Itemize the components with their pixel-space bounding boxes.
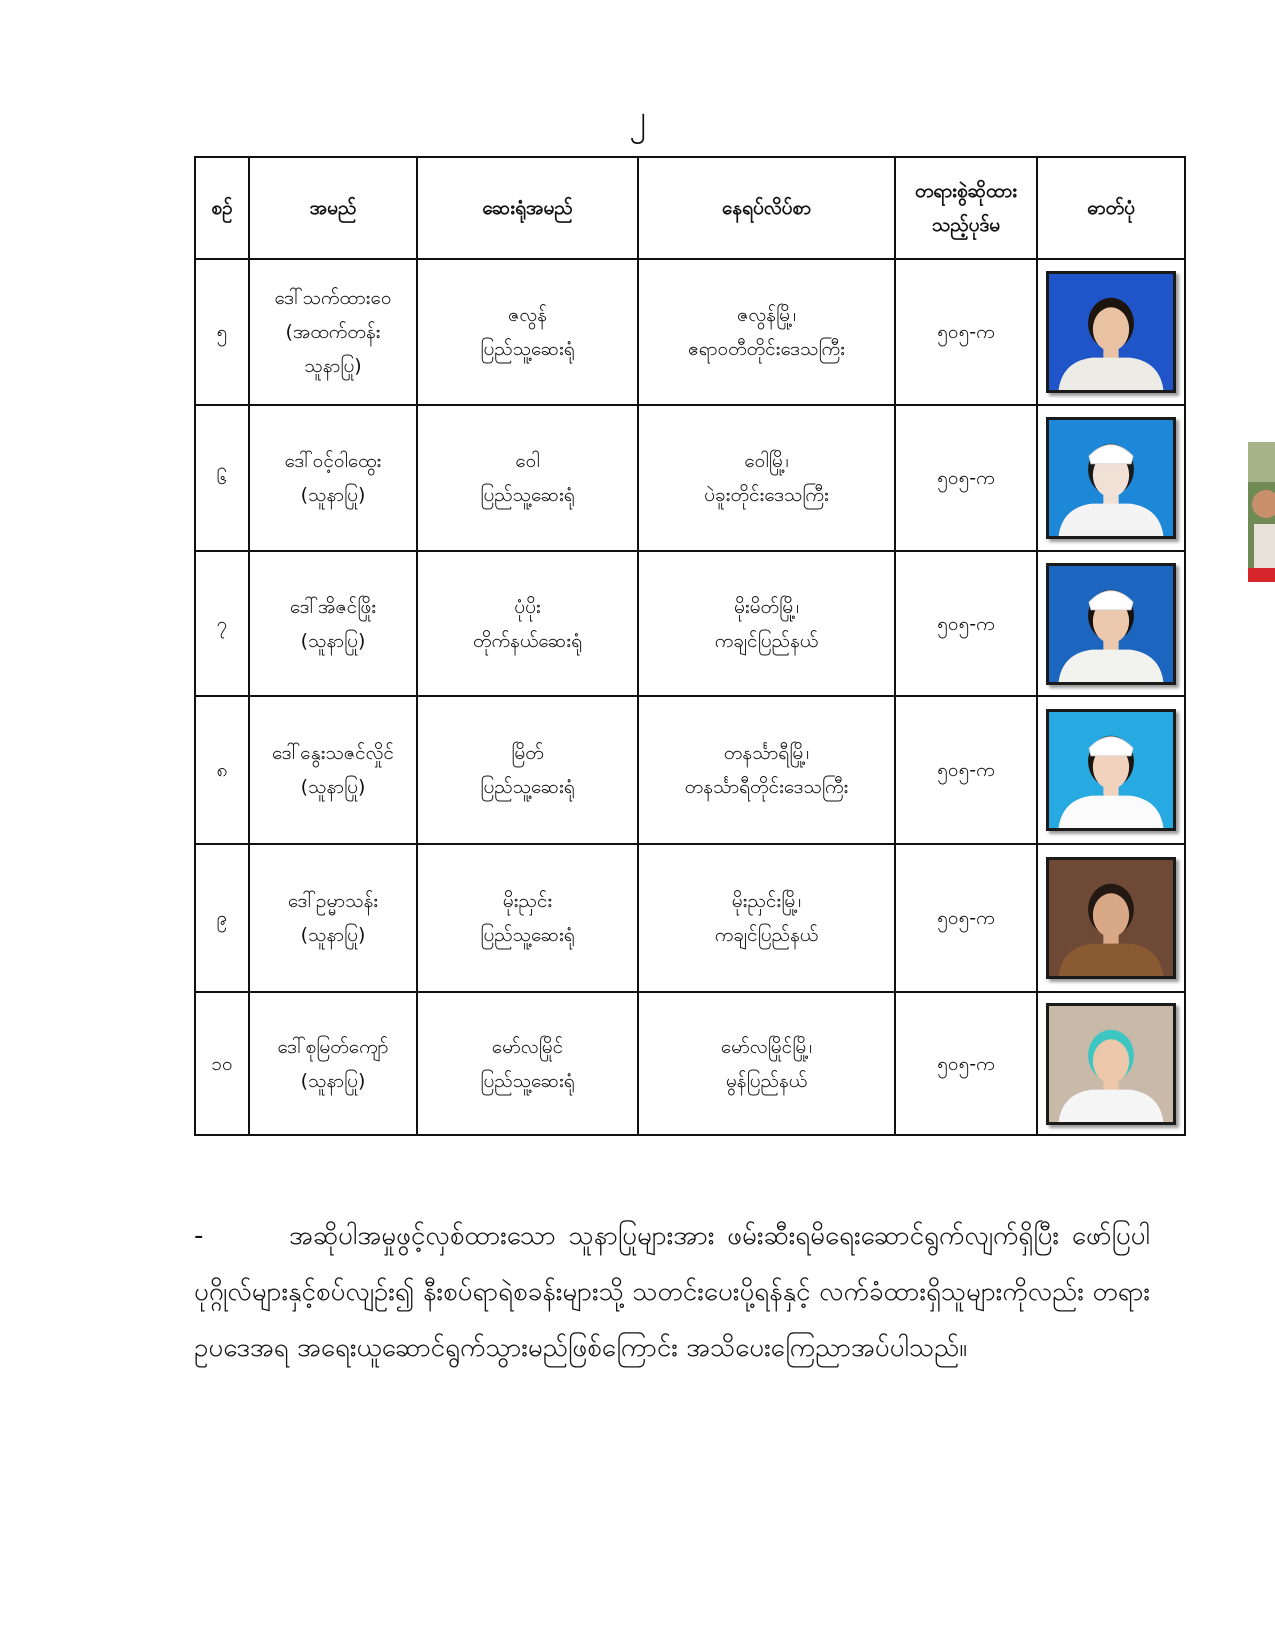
hospital-name (417, 551, 638, 696)
home-address (638, 844, 895, 992)
charged-section: ၅၀၅-က (895, 405, 1037, 551)
portrait-photo-image (1049, 420, 1173, 536)
person-name-line: ဒေါ်နွေးသဇင်လှိုင် (272, 742, 394, 764)
photo-cell (1037, 551, 1185, 696)
paragraph-text: အဆိုပါအမှုဖွင့်လှစ်ထားသော သူနာပြုများအား ဖမ်းဆီးရမိရေးဆောင်ရွက်လျက်ရှိပြီး ဖော်ပြပါပုဂ္ဂိုလ်များနှင့်စပ်လျဉ်း၍ နီးစပ်ရာရဲစခန်းများသို့ သတင်းပေးပို့ရန်နှင့် လက်ခံထားရှိသူများကိုလည်း တရားဥပဒေအရ အရေးယူဆောင်ရွက်သွားမည်ဖြစ်ကြောင်း အသိပေးကြေညာအပ်ပါသည်။ (194, 1221, 1150, 1363)
hospital-name-line: ပြည်သူ့ဆေးရုံ (480, 924, 575, 946)
photo-cell (1037, 992, 1185, 1135)
portrait-photo (1046, 1003, 1176, 1125)
header-address: နေရပ်လိပ်စာ (638, 157, 895, 259)
home-address-line: မော်လမြိုင်မြို့၊ (720, 1035, 813, 1058)
home-address-line: ကချင်ပြည်နယ် (714, 629, 819, 652)
row-number: ၁၀ (195, 992, 249, 1135)
home-address-line: မိုးမိတ်မြို့၊ (733, 595, 799, 618)
home-address-line: ဝေါမြို့၊ (744, 450, 789, 472)
person-name-line: (သူနာပြု) (300, 776, 366, 798)
photo-cell (1037, 405, 1185, 551)
page-number: ၂ (629, 98, 646, 138)
table-row (195, 551, 1185, 696)
home-address (638, 551, 895, 696)
home-address-line: တနင်္သာရီတိုင်းဒေသကြီး (684, 776, 849, 798)
edge-photo-fragment (1248, 442, 1275, 582)
table-row (195, 259, 1185, 405)
hospital-name-line: ပြည်သူ့ဆေးရုံ (480, 484, 575, 506)
person-name-line: (သူနာပြု) (300, 484, 366, 506)
person-name (249, 259, 417, 405)
hospital-name (417, 992, 638, 1135)
hospital-name-line: ပုံပိုး (514, 595, 541, 618)
hospital-name-line: မော်လမြိုင် (491, 1035, 564, 1058)
home-address-line: ဇလွန်မြို့၊ (737, 304, 796, 326)
person-name-line: ဒေါ်ဥမ္မာသန်း (287, 890, 379, 912)
home-address-line: မိုးညှင်းမြို့၊ (731, 890, 802, 912)
row-number: ၆ (195, 405, 249, 551)
hospital-name-line: ပြည်သူ့ဆေးရုံ (480, 338, 575, 360)
paragraph-dash: - (194, 1221, 204, 1251)
hospital-name-line: ဝေါ (515, 450, 540, 472)
charged-section: ၅၀၅-က (895, 992, 1037, 1135)
row-number: ၅ (195, 259, 249, 405)
portrait-photo-image (1049, 712, 1173, 828)
home-address-line: တနင်္သာရီမြို့၊ (723, 742, 810, 764)
hospital-name-line: ပြည်သူ့ဆေးရုံ (480, 776, 575, 798)
person-name-line: ဒေါ်သက်ထားဝေ (274, 287, 392, 309)
row-number: ၉ (195, 844, 249, 992)
row-number: ၇ (195, 551, 249, 696)
home-address-line: ကချင်ပြည်နယ် (714, 924, 819, 946)
hospital-name (417, 405, 638, 551)
hospital-name-line: မြိတ် (511, 742, 544, 764)
home-address-line: ဧရာဝတီတိုင်းဒေသကြီး (688, 338, 845, 360)
portrait-photo-image (1049, 566, 1173, 682)
home-address (638, 696, 895, 844)
portrait-photo-image (1049, 1006, 1173, 1122)
hospital-name-line: ပြည်သူ့ဆေးရုံ (480, 1069, 575, 1092)
home-address-line: ပဲခူးတိုင်းဒေသကြီး (704, 484, 829, 506)
person-name (249, 405, 417, 551)
person-name-line: (အထက်တန်း (285, 321, 381, 343)
portrait-photo (1046, 417, 1176, 539)
person-name-line: (သူနာပြု) (300, 629, 366, 652)
person-name-line: ဒေါ်စုမြတ်ကျော် (277, 1035, 389, 1058)
person-name-line: ဒေါ်ဝင့်ဝါထွေး (284, 450, 382, 472)
hospital-name (417, 844, 638, 992)
photo-cell (1037, 259, 1185, 405)
person-name-line: ဒေါ်အိဇင်ဖြိုး (289, 595, 377, 618)
header-hospital: ဆေးရုံအမည် (417, 157, 638, 259)
table-row (195, 696, 1185, 844)
home-address-line: မွန်ပြည်နယ် (725, 1069, 808, 1092)
person-name (249, 992, 417, 1135)
person-name-line: သူနာပြု) (304, 355, 362, 377)
header-section (895, 157, 1037, 259)
portrait-photo-image (1049, 860, 1173, 976)
portrait-photo (1046, 709, 1176, 831)
portrait-photo-image (1049, 274, 1173, 390)
hospital-name-line: တိုက်နယ်ဆေးရုံ (472, 629, 583, 652)
portrait-photo (1046, 563, 1176, 685)
header-photo: ဓာတ်ပုံ (1037, 157, 1185, 259)
person-name-line: (သူနာပြု) (300, 924, 366, 946)
photo-cell (1037, 844, 1185, 992)
charged-section: ၅၀၅-က (895, 844, 1037, 992)
charged-section: ၅၀၅-က (895, 696, 1037, 844)
header-section-line-1: တရားစွဲဆိုထား (914, 180, 1018, 202)
charged-section: ၅၀၅-က (895, 259, 1037, 405)
hospital-name (417, 696, 638, 844)
notice-paragraph (194, 1208, 1150, 1376)
hospital-name-line: မိုးညှင်း (502, 890, 553, 912)
charged-section: ၅၀၅-က (895, 551, 1037, 696)
person-name-line: (သူနာပြု) (300, 1069, 366, 1092)
hospital-name-line: ဇလွန် (508, 304, 547, 326)
photo-cell (1037, 696, 1185, 844)
edge-photo-fragment-image (1248, 442, 1275, 582)
portrait-photo (1046, 271, 1176, 393)
table-header-row (195, 157, 1185, 259)
person-name (249, 551, 417, 696)
table-row (195, 405, 1185, 551)
home-address (638, 259, 895, 405)
wanted-nurses-table (194, 156, 1186, 1136)
header-name: အမည် (249, 157, 417, 259)
header-section-line-2: သည့်ပုဒ်မ (931, 214, 1001, 236)
table-row (195, 844, 1185, 992)
row-number: ၈ (195, 696, 249, 844)
portrait-photo (1046, 857, 1176, 979)
home-address (638, 405, 895, 551)
hospital-name (417, 259, 638, 405)
header-no: စဉ် (195, 157, 249, 259)
home-address (638, 992, 895, 1135)
person-name (249, 844, 417, 992)
person-name (249, 696, 417, 844)
table-row (195, 992, 1185, 1135)
